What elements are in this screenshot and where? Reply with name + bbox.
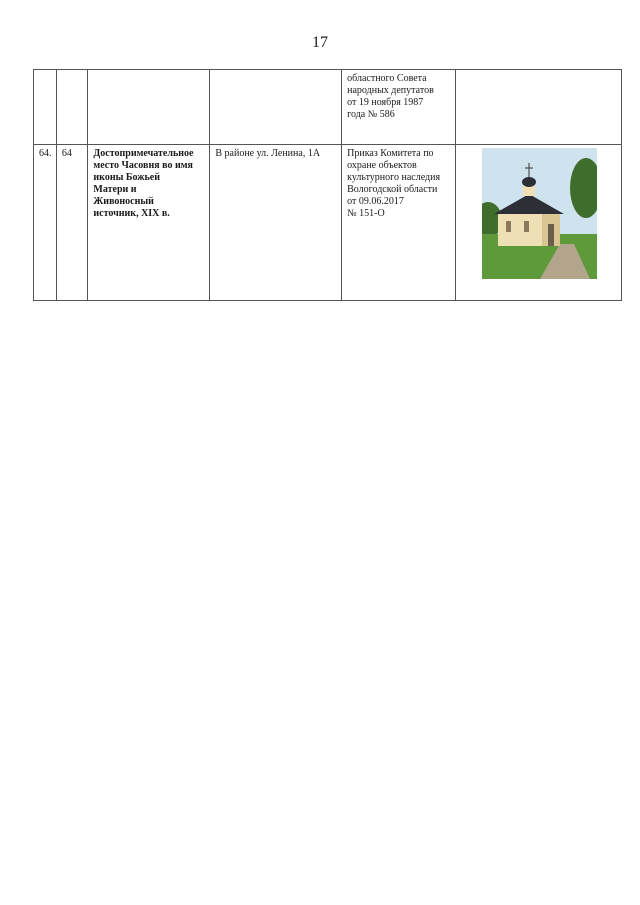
cell-photo — [456, 145, 622, 301]
cell-number — [56, 70, 88, 145]
chapel-window — [524, 221, 529, 232]
cell-name — [88, 70, 210, 145]
chapel-cupola — [522, 177, 536, 187]
cell-index: 64. — [34, 145, 57, 301]
cell-location: В районе ул. Ленина, 1А — [210, 145, 342, 301]
cell-document: областного Совета народных депутатов от 19 ноября 1987 года № 586 — [342, 70, 456, 145]
chapel-door — [548, 224, 554, 246]
table-row-continued — [34, 70, 622, 145]
cell-location — [210, 70, 342, 145]
page-number: 17 — [312, 34, 328, 51]
cell-number: 64 — [56, 145, 88, 301]
chapel-photo — [482, 148, 597, 279]
cell-index — [34, 70, 57, 145]
cell-document: Приказ Комитета по охране объектов культурного наследия Вологодской области от 09.06.2017 № 151-О — [342, 145, 456, 301]
cell-name: Достопримечательное место Часовня во имя иконы Божьей Матери и Живоносный источник, XIX в. — [88, 145, 210, 301]
chapel-window — [506, 221, 511, 232]
heritage-registry-table — [33, 69, 622, 301]
table-row — [34, 145, 622, 301]
cell-photo — [456, 70, 622, 145]
